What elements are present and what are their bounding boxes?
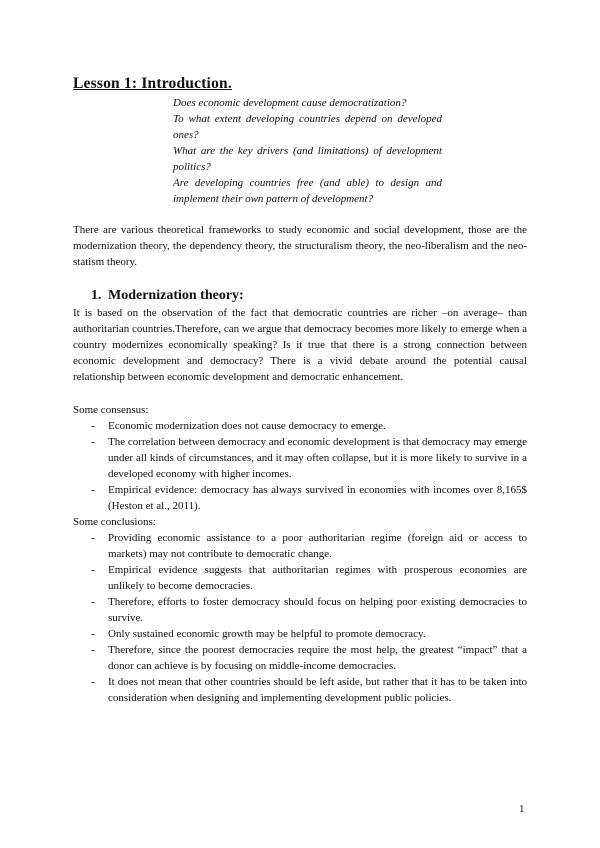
- list-item: - Only sustained economic growth may be helpful to promote democracy.: [91, 626, 527, 642]
- list-item: - It does not mean that other countries should be left aside, but rather that it has to be taken into consideration when designing and implementing development public policies.: [91, 674, 527, 706]
- list-item: - Therefore, efforts to foster democracy should focus on helping poor existing democracies to survive.: [91, 594, 527, 626]
- consensus-list: [91, 418, 527, 514]
- list-item: - Economic modernization does not cause democracy to emerge.: [91, 418, 527, 434]
- list-item: - Empirical evidence suggests that authoritarian regimes with prosperous economies are unlikely to become democracies.: [91, 562, 527, 594]
- question-item: Are developing countries free (and able) to design and implement their own pattern of development?: [173, 177, 442, 205]
- question-item: To what extent developing countries depend on developed ones?: [173, 113, 442, 141]
- section-number: 1.: [91, 288, 102, 303]
- page-title: Lesson 1: Introduction.: [73, 75, 232, 92]
- section-heading-text: Modernization theory:: [108, 288, 244, 303]
- consensus-label: Some consensus:: [73, 404, 149, 416]
- list-item: - Therefore, since the poorest democracies require the most help, the greatest “impact” that a donor can achieve is by focusing on middle-income democracies.: [91, 642, 527, 674]
- guiding-questions: [173, 95, 442, 207]
- question-item: Does economic development cause democratization?: [173, 97, 407, 109]
- section-body-paragraph: It is based on the observation of the fact that democratic countries are richer –on average– than authoritarian countries.Therefore, can we argue that democracy becomes more likely to emerge when a country modernizes economically speaking? Is it true that there is a strong connection between economic development and democracy? There is a vivid debate around the potential causal relationship between economic development and democratic enhancement.: [73, 307, 527, 383]
- conclusions-label: Some conclusions:: [73, 516, 156, 528]
- question-item: What are the key drivers (and limitations) of development politics?: [173, 145, 442, 173]
- page-number: 1: [519, 803, 525, 815]
- list-item: - Empirical evidence: democracy has always survived in economies with incomes over 8,165$ (Heston et al., 2011).: [91, 482, 527, 514]
- list-item: - Providing economic assistance to a poor authoritarian regime (foreign aid or access to markets) may not contribute to democratic change.: [91, 530, 527, 562]
- intro-paragraph: There are various theoretical frameworks to study economic and social development, those are the modernization theory, the dependency theory, the structuralism theory, the neo-liberalism and the neo-statism theory.: [73, 224, 527, 268]
- section-heading: [91, 288, 244, 304]
- list-item: - The correlation between democracy and economic development is that democracy may emerge under all kinds of circumstances, and it may often collapse, but it is more likely to survive in a developed economy with higher incomes.: [91, 434, 527, 482]
- conclusions-list: [91, 530, 527, 706]
